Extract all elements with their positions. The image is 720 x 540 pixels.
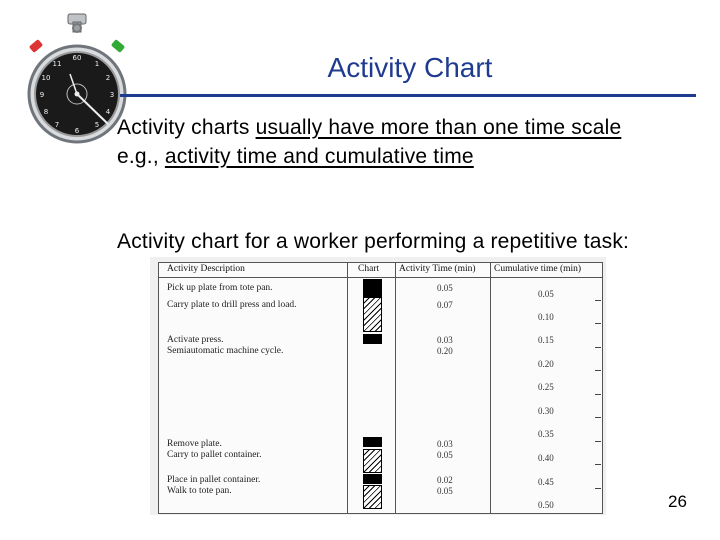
title-divider xyxy=(120,94,696,97)
cumulative-tick-label: 0.25 xyxy=(538,382,554,392)
svg-text:4: 4 xyxy=(105,108,111,116)
cumulative-tick-label: 0.35 xyxy=(538,429,554,439)
scale-tick xyxy=(595,464,601,465)
cumulative-tick-label: 0.05 xyxy=(538,289,554,299)
cumulative-tick-label: 0.10 xyxy=(538,312,554,322)
activity-chart-table xyxy=(158,262,603,514)
activity-description: Activate press. xyxy=(167,335,224,345)
bullet-2-text-b: activity time and cumulative time xyxy=(164,145,474,168)
bullet-1-text-a: Activity charts xyxy=(117,116,256,139)
scale-tick xyxy=(595,488,601,489)
activity-time: 0.20 xyxy=(437,346,453,356)
activity-description: Place in pallet container. xyxy=(167,475,261,485)
scale-tick xyxy=(595,323,601,324)
activity-description: Pick up plate from tote pan. xyxy=(167,283,273,293)
activity-time: 0.03 xyxy=(437,439,453,449)
slide-title: Activity Chart xyxy=(327,52,493,83)
table-col-divider xyxy=(395,263,396,513)
activity-time: 0.02 xyxy=(437,475,453,485)
stopwatch-icon xyxy=(22,12,132,152)
chart-bar-solid xyxy=(363,474,382,484)
cumulative-tick-label: 0.30 xyxy=(538,406,554,416)
svg-text:8: 8 xyxy=(43,108,49,116)
header-chart: Chart xyxy=(358,264,380,274)
table-header-divider xyxy=(159,277,602,278)
activity-time: 0.05 xyxy=(437,283,453,293)
bullet-1-text-b: usually have more than one time scale xyxy=(255,116,622,139)
svg-text:1: 1 xyxy=(94,60,100,68)
chart-bar-solid xyxy=(363,437,382,447)
svg-text:3: 3 xyxy=(109,91,115,99)
scale-tick xyxy=(595,417,601,418)
activity-description: Semiautomatic machine cycle. xyxy=(167,346,284,356)
activity-time: 0.07 xyxy=(437,300,453,310)
page-number: 26 xyxy=(668,492,687,511)
svg-text:10: 10 xyxy=(41,74,51,82)
svg-text:9: 9 xyxy=(39,91,45,99)
header-cumulative-time: Cumulative time (min) xyxy=(494,264,582,274)
scale-tick xyxy=(595,394,601,395)
activity-description: Carry to pallet container. xyxy=(167,450,262,460)
chart-bar-solid xyxy=(363,334,382,344)
chart-bar-hatched xyxy=(363,297,382,332)
activity-description: Carry plate to drill press and load. xyxy=(167,300,297,310)
scale-tick xyxy=(595,347,601,348)
header-activity-description: Activity Description xyxy=(167,264,245,274)
svg-text:5: 5 xyxy=(94,121,100,129)
scale-tick xyxy=(595,300,601,301)
header-activity-time: Activity Time (min) xyxy=(399,264,476,274)
chart-bar-hatched xyxy=(363,449,382,473)
activity-description: Walk to tote pan. xyxy=(167,486,232,496)
cumulative-tick-label: 0.20 xyxy=(538,359,554,369)
svg-text:60: 60 xyxy=(72,54,82,62)
cumulative-tick-label: 0.40 xyxy=(538,453,554,463)
scale-tick xyxy=(595,441,601,442)
svg-text:6: 6 xyxy=(74,127,80,135)
activity-time: 0.05 xyxy=(437,450,453,460)
bullet-line-2 xyxy=(117,145,474,169)
bullet-line-1 xyxy=(117,116,621,140)
chart-bar-solid xyxy=(363,279,382,297)
bullet-line-3: Activity chart for a worker performing a repetitive task: xyxy=(117,230,630,253)
bullet-2-text-a: e.g., xyxy=(117,145,165,168)
svg-text:2: 2 xyxy=(105,74,111,82)
activity-time: 0.03 xyxy=(437,335,453,345)
svg-text:7: 7 xyxy=(54,121,60,129)
chart-bar-hatched xyxy=(363,485,382,509)
scale-tick xyxy=(595,370,601,371)
svg-text:11: 11 xyxy=(52,60,62,68)
cumulative-tick-label: 0.15 xyxy=(538,335,554,345)
cumulative-tick-label: 0.50 xyxy=(538,500,554,510)
activity-description: Remove plate. xyxy=(167,439,222,449)
table-col-divider xyxy=(347,263,348,513)
activity-time: 0.05 xyxy=(437,486,453,496)
table-col-divider xyxy=(490,263,491,513)
cumulative-tick-label: 0.45 xyxy=(538,477,554,487)
